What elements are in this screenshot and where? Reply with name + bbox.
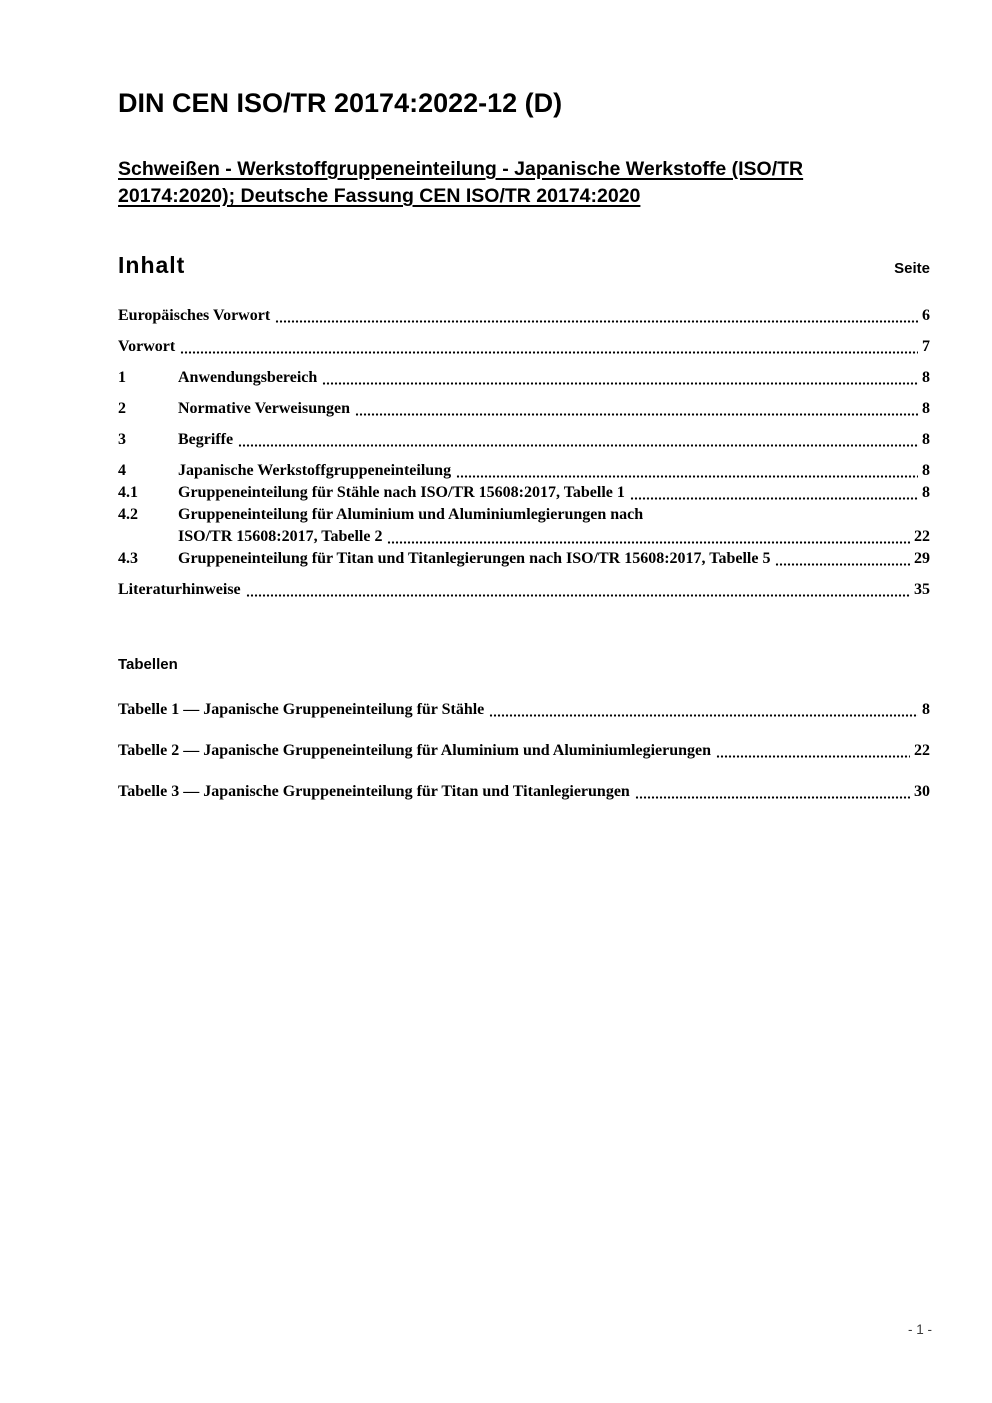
toc-entry [118,336,930,357]
tables-heading: Tabellen [118,656,178,673]
toc-entry-page: 8 [922,400,930,417]
leader-dots [630,497,918,500]
table-entry-page: 8 [922,701,930,718]
toc-entry [118,482,930,503]
leader-dots [238,444,918,447]
toc-page-column-label: Seite [894,260,930,277]
toc-entry-number: 4.3 [118,550,138,567]
toc-entry-number: 2 [118,400,126,417]
document-subtitle-line2: 20174:2020); Deutsche Fassung CEN ISO/TR 20174:2020 [118,185,641,207]
leader-dots [456,475,918,478]
toc-entry-label: Begriffe [178,431,234,448]
toc-entry [118,460,930,481]
toc-entry-label: Europäisches Vorwort [118,307,271,324]
toc-entry-page: 29 [914,550,930,567]
toc-entry-page: 8 [922,431,930,448]
toc-entry-number: 4 [118,462,126,479]
toc-entry-page: 7 [922,338,930,355]
toc-entry-number: 4.2 [118,506,138,523]
leader-dots [322,382,918,385]
toc-entry-label: Gruppeneinteilung für Titan und Titanlegierungen nach ISO/TR 15608:2017, Tabelle 5 [178,550,771,567]
toc-entry-page: 35 [914,581,930,598]
toc-entry-number: 3 [118,431,126,448]
leader-dots [355,413,918,416]
toc-entry-page: 22 [914,528,930,545]
toc-entry-label: Vorwort [118,338,176,355]
toc-entry [118,429,930,450]
toc-entry-page: 8 [922,369,930,386]
document-subtitle-line1: Schweißen - Werkstoffgruppeneinteilung - Japanische Werkstoffe (ISO/TR [118,158,804,180]
toc-entry-label: ISO/TR 15608:2017, Tabelle 2 [178,528,383,545]
toc-entry-label: Normative Verweisungen [178,400,350,417]
toc-entry-label: Gruppeneinteilung für Aluminium und Aluminiumlegierungen nach [178,506,644,523]
leader-dots [716,755,910,758]
leader-dots [246,594,910,597]
table-entry [118,781,930,802]
toc-list [118,305,930,600]
toc-entry [118,305,930,326]
table-entry [118,699,930,720]
toc-entry-label: Gruppeneinteilung für Stähle nach ISO/TR 15608:2017, Tabelle 1 [178,484,625,501]
leader-dots [635,796,910,799]
leader-dots [275,320,918,323]
toc-entry [118,367,930,388]
leader-dots [775,563,910,566]
table-entry-label: Tabelle 1 — Japanische Gruppeneinteilung für Stähle [118,701,485,718]
table-entry-label: Tabelle 3 — Japanische Gruppeneinteilung für Titan und Titanlegierungen [118,783,630,800]
leader-dots [387,541,910,544]
toc-entry-label: Japanische Werkstoffgruppeneinteilung [178,462,452,479]
toc-header-row [118,252,930,279]
toc-entry-continuation [118,526,930,547]
table-entry [118,740,930,761]
toc-entry [118,548,930,569]
table-entry-page: 22 [914,742,930,759]
toc-entry-page: 8 [922,484,930,501]
table-entry-page: 30 [914,783,930,800]
document-subtitle [118,156,930,210]
tables-list [118,699,930,802]
toc-entry-label: Anwendungsbereich [178,369,318,386]
toc-entry-page: 8 [922,462,930,479]
document-title: DIN CEN ISO/TR 20174:2022-12 (D) [118,88,563,118]
table-entry-label: Tabelle 2 — Japanische Gruppeneinteilung für Aluminium und Aluminiumlegierungen [118,742,712,759]
toc-entry [118,579,930,600]
footer-page-number: - 1 - [907,1322,932,1337]
toc-entry-number: 4.1 [118,484,138,501]
toc-entry [118,504,930,525]
toc-entry-label: Literaturhinweise [118,581,241,598]
toc-entry [118,398,930,419]
toc-heading: Inhalt [118,252,186,278]
leader-dots [180,351,918,354]
leader-dots [489,714,918,717]
toc-entry-number: 1 [118,369,126,386]
toc-entry-page: 6 [922,307,930,324]
